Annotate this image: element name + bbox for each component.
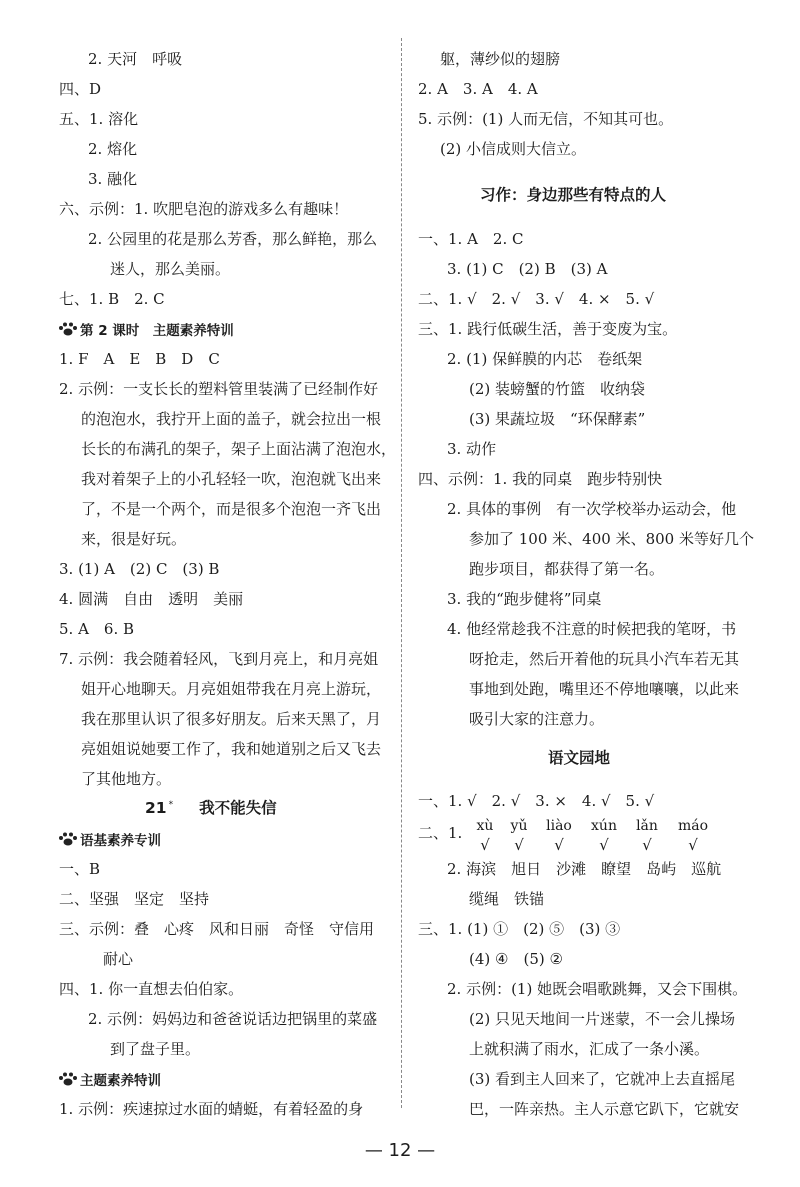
answer-line: 一、1. √ 2. √ 3. × 4. √ 5. √ xyxy=(418,792,655,810)
answer-line: 3. 动作 xyxy=(447,440,497,458)
answer-line: 上就积满了雨水，汇成了一条小溪。 xyxy=(469,1040,710,1058)
answer-line: 一、1. A 2. C xyxy=(418,230,524,248)
check-mark: √ xyxy=(514,836,524,854)
answer-line: 7. 示例：我会随着轻风，飞到月亮上，和月亮姐 xyxy=(59,650,379,668)
lesson-number: 21 xyxy=(145,799,167,817)
check-mark: √ xyxy=(599,836,609,854)
check-mark: √ xyxy=(480,836,490,854)
answer-line: 4. 圆满 自由 透明 美丽 xyxy=(59,590,244,608)
answer-line: 3. 融化 xyxy=(88,170,138,188)
answer-line: 二、坚强 坚定 坚持 xyxy=(59,890,210,908)
check-mark: √ xyxy=(642,836,652,854)
answer-line: 来，很是好玩。 xyxy=(81,530,187,548)
pinyin-item: xún xyxy=(591,818,617,834)
answer-line: (2) 装螃蟹的竹篮 收纳袋 xyxy=(469,380,646,398)
answer-line: 3. 我的“跑步健将”同桌 xyxy=(447,590,602,608)
answer-line: 六、示例：1. 吹肥皂泡的游戏多么有趣味！ xyxy=(59,200,349,218)
answer-line: 五、1. 溶化 xyxy=(59,110,139,128)
answer-line: (3) 看到主人回来了，它就冲上去直摇尾 xyxy=(469,1070,736,1088)
subheading-text: 语基素养专训 xyxy=(80,833,161,849)
subheading-text: 第 2 课时 主题素养特训 xyxy=(80,323,234,339)
answer-line: 四、示例：1. 我的同桌 跑步特别快 xyxy=(418,470,663,488)
answer-line: 我对着架子上的小孔轻轻一吹，泡泡就飞出来 xyxy=(81,470,382,488)
check-mark: √ xyxy=(554,836,564,854)
answer-line: 2. 天河 呼吸 xyxy=(88,50,183,68)
answer-line: 二、1. √ 2. √ 3. √ 4. × 5. √ xyxy=(418,290,655,308)
pinyin-check-row xyxy=(468,836,718,854)
answer-line: 5. 示例：(1) 人而无信，不知其可也。 xyxy=(418,110,674,128)
paw-icon xyxy=(58,832,78,846)
lesson-mark: * xyxy=(168,799,174,810)
answer-line: 2. 海滨 旭日 沙滩 瞭望 岛屿 巡航 xyxy=(447,860,722,878)
answer-line: 3. (1) C (2) B (3) A xyxy=(447,260,608,278)
answer-line: 四、D xyxy=(59,80,102,98)
pinyin-item: xù xyxy=(476,818,494,834)
answer-line: 3. (1) A (2) C (3) B xyxy=(59,560,220,578)
answer-line: 缆绳 铁锚 xyxy=(469,890,545,908)
answer-line: 二、1. xyxy=(418,824,463,842)
answer-line: 2. 示例：妈妈边和爸爸说话边把锅里的菜盛 xyxy=(88,1010,378,1028)
answer-line: 2. 示例：(1) 她既会唱歌跳舞，又会下围棋。 xyxy=(447,980,748,998)
answer-line: 5. A 6. B xyxy=(59,620,135,638)
answer-line: 一、B xyxy=(59,860,101,878)
answer-line: 迷人，那么美丽。 xyxy=(110,260,231,278)
answer-line: 七、1. B 2. C xyxy=(59,290,165,308)
answer-line: 跑步项目，都获得了第一名。 xyxy=(469,560,665,578)
answer-line: 1. F A E B D C xyxy=(59,350,220,368)
answer-line: 到了盘子里。 xyxy=(110,1040,201,1058)
answer-line: 三、1. (1) ① (2) ⑤ (3) ③ xyxy=(418,920,621,938)
answer-line: (4) ④ (5) ② xyxy=(469,950,563,968)
paw-icon xyxy=(58,1072,78,1086)
subheading-text: 主题素养特训 xyxy=(80,1073,161,1089)
answer-line: 事地到处跑，嘴里还不停地嚷嚷，以此来 xyxy=(469,680,740,698)
column-divider xyxy=(401,38,402,1108)
answer-line: (2) 只见天地间一片迷蒙，不一会儿操场 xyxy=(469,1010,736,1028)
answer-line: 4. 他经常趁我不注意的时候把我的笔呀，书 xyxy=(447,620,737,638)
answer-line: 2. (1) 保鲜膜的内芯 卷纸架 xyxy=(447,350,643,368)
check-mark: √ xyxy=(688,836,698,854)
pinyin-row xyxy=(468,818,718,834)
answer-line: 2. 公园里的花是那么芳香，那么鲜艳，那么 xyxy=(88,230,378,248)
lesson-heading xyxy=(145,796,277,818)
answer-line: 吸引大家的注意力。 xyxy=(469,710,605,728)
answer-line: 巴，一阵亲热。主人示意它趴下，它就安 xyxy=(469,1100,740,1118)
answer-line: 2. 熔化 xyxy=(88,140,138,158)
pinyin-item: liào xyxy=(546,818,572,834)
paw-icon xyxy=(58,322,78,336)
lesson-title: 我不能失信 xyxy=(199,799,277,817)
section-subheading xyxy=(58,319,234,339)
answer-line: 四、1. 你一直想去伯伯家。 xyxy=(59,980,244,998)
answer-line: 亮姐姐说她要工作了，我和她道别之后又飞去 xyxy=(81,740,382,758)
section-subheading xyxy=(58,1069,161,1089)
answer-line: 呀抢走，然后开着他的玩具小汽车若无其 xyxy=(469,650,740,668)
section-subheading xyxy=(58,829,161,849)
answer-line: 三、示例：叠 心疼 风和日丽 奇怪 守信用 xyxy=(59,920,375,938)
answer-line: 了，不是一个两个，而是很多个泡泡一齐飞出 xyxy=(81,500,382,518)
answer-line: 三、1. 践行低碳生活，善于变废为宝。 xyxy=(418,320,678,338)
section-heading: 语文园地 xyxy=(548,749,611,767)
answer-line: 1. 示例：疾速掠过水面的蜻蜓，有着轻盈的身 xyxy=(59,1100,364,1118)
answer-line: (2) 小信成则大信立。 xyxy=(440,140,587,158)
answer-line: (3) 果蔬垃圾 “环保酵素” xyxy=(469,410,646,428)
answer-line: 躯，薄纱似的翅膀 xyxy=(440,50,561,68)
section-heading: 习作：身边那些有特点的人 xyxy=(480,186,667,204)
answer-line: 姐开心地聊天。月亮姐姐带我在月亮上游玩， xyxy=(81,680,382,698)
page-number: — 12 — xyxy=(364,1140,436,1161)
answer-line: 长长的布满孔的架子，架子上面沾满了泡泡水， xyxy=(81,440,397,458)
answer-line: 2. 示例：一支长长的塑料管里装满了已经制作好 xyxy=(59,380,379,398)
answer-line: 了其他地方。 xyxy=(81,770,172,788)
answer-line: 2. 具体的事例 有一次学校举办运动会，他 xyxy=(447,500,737,518)
answer-line: 2. A 3. A 4. A xyxy=(418,80,538,98)
answer-line: 我在那里认识了很多好朋友。后来天黑了，月 xyxy=(81,710,382,728)
answer-line: 参加了 100 米、400 米、800 米等好几个 xyxy=(469,530,754,548)
answer-line: 的泡泡水，我拧开上面的盖子，就会拉出一根 xyxy=(81,410,382,428)
pinyin-item: yǔ xyxy=(510,818,528,834)
pinyin-item: máo xyxy=(677,818,709,834)
answer-line: 耐心 xyxy=(103,950,134,968)
pinyin-item: lǎn xyxy=(636,818,658,834)
